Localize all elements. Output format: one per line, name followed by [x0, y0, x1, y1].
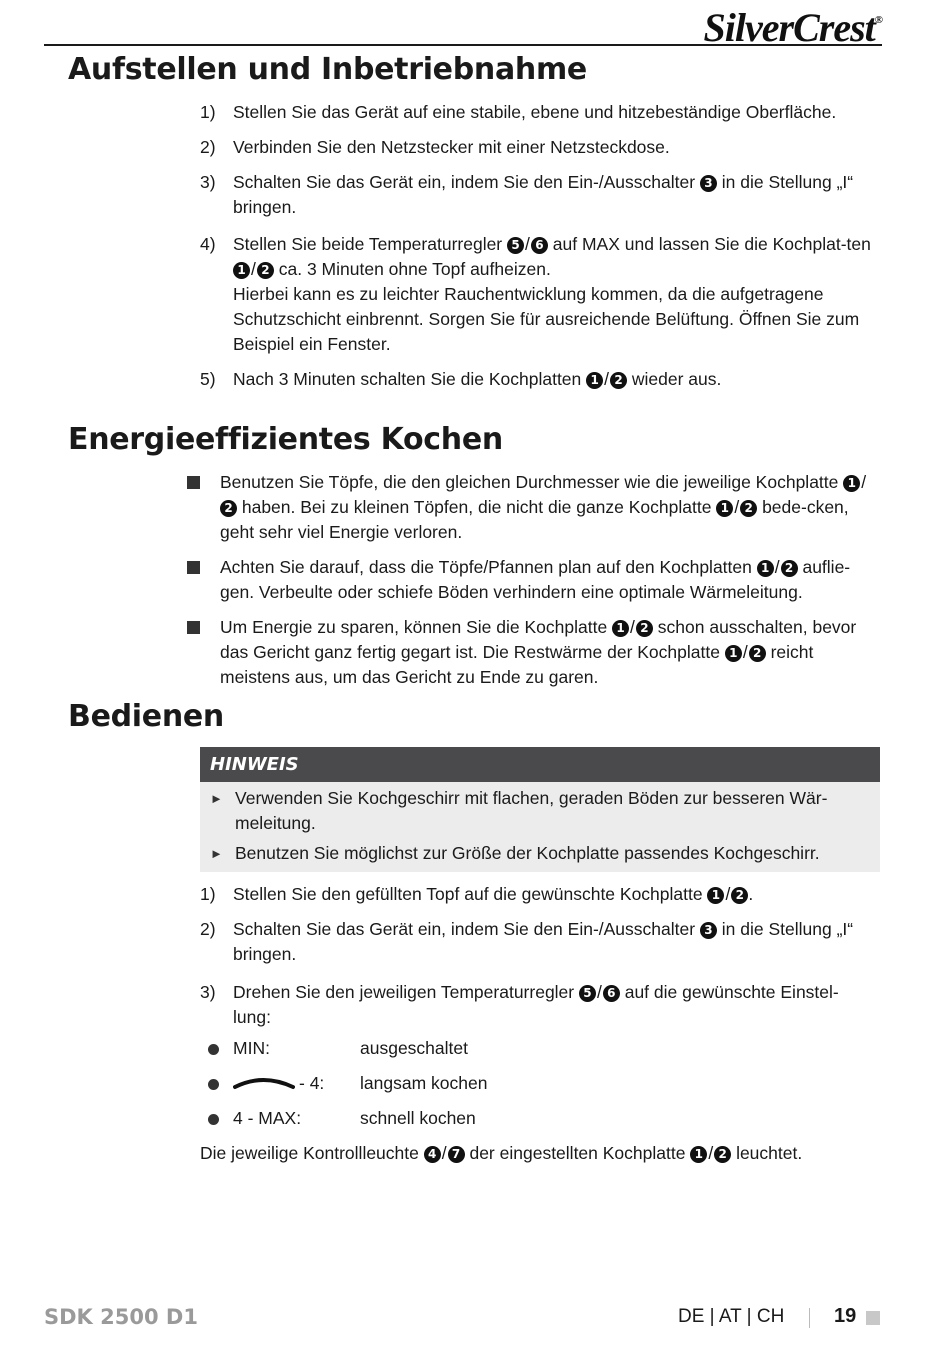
page-number: 19	[834, 1305, 857, 1327]
arrow-right-icon: ►	[210, 791, 223, 806]
callout-6-icon: 6	[603, 985, 620, 1002]
list-item: 1) Stellen Sie den gefüllten Topf auf die gewünschte Kochplatte 1 / 2 .	[200, 884, 754, 904]
low-heat-arc-icon	[233, 1077, 295, 1091]
callout-2-icon: 2	[636, 620, 653, 637]
hinweis-box	[200, 747, 880, 872]
list-item: Achten Sie darauf, dass die Töpfe/Pfannen plan auf den Kochplatten 1 / 2 auflie-gen. Verbeulte oder schiefe Böden verhindern eine optimale Wärmeleitung.	[220, 555, 876, 615]
callout-1-icon: 1	[757, 560, 774, 577]
callout-2-icon: 2	[220, 500, 237, 517]
list-item: 3) Schalten Sie das Gerät ein, indem Sie den Ein-/Ausschalter 3 in die Stellung „I“ bringen.	[200, 172, 854, 217]
section-title-energy: Energieeffizientes Kochen	[68, 422, 503, 457]
callout-6-icon: 6	[531, 237, 548, 254]
arrow-right-icon: ►	[210, 846, 223, 861]
callout-7-icon: 7	[448, 1146, 465, 1163]
section-title-setup: Aufstellen und Inbetriebnahme	[68, 52, 587, 87]
hinweis-body	[200, 782, 880, 872]
callout-3-icon: 3	[700, 922, 717, 939]
bullet-dot-icon	[208, 1079, 219, 1090]
setup-steps	[200, 100, 876, 392]
list-item: 5) Nach 3 Minuten schalten Sie die Kochplatten 1 / 2 wieder aus.	[200, 369, 722, 389]
callout-3-icon: 3	[700, 175, 717, 192]
bullet-dot-icon	[208, 1114, 219, 1125]
section-title-operate: Bedienen	[68, 699, 224, 734]
bullet-square-icon	[187, 561, 200, 574]
setting-item: - 4: langsam kochen	[200, 1071, 876, 1106]
callout-2-icon: 2	[749, 645, 766, 662]
callout-1-icon: 1	[690, 1146, 707, 1163]
brand-logo: SilverCrest®	[703, 5, 882, 50]
list-item: 2) Verbinden Sie den Netzstecker mit einer Netzsteckdose.	[200, 137, 670, 157]
list-item: Um Energie zu sparen, können Sie die Kochplatte 1 / 2 schon ausschalten, bevor das Gericht ganz fertig gegart ist. Die Restwärme der Kochplatte 1 / 2 reicht meistens aus, um das Gericht zu Ende zu garen.	[220, 615, 876, 690]
hinweis-row: ► Benutzen Sie möglichst zur Größe der Kochplatte passendes Kochgeschirr.	[210, 841, 870, 866]
list-item: 1) Stellen Sie das Gerät auf eine stabile, ebene und hitzebeständige Oberfläche.	[200, 102, 837, 122]
footer-divider	[809, 1308, 810, 1328]
callout-2-icon: 2	[257, 262, 274, 279]
callout-2-icon: 2	[731, 887, 748, 904]
page-square-icon	[866, 1311, 880, 1325]
bullet-square-icon	[187, 476, 200, 489]
bullet-dot-icon	[208, 1044, 219, 1055]
footer-model: SDK 2500 D1	[44, 1305, 198, 1329]
bullet-square-icon	[187, 621, 200, 634]
callout-1-icon: 1	[707, 887, 724, 904]
hinweis-header: HINWEIS	[200, 747, 880, 782]
list-item: 3) Drehen Sie den jeweiligen Temperaturregler 5 / 6 auf die gewünschte Einstel-lung:	[200, 982, 839, 1027]
callout-1-icon: 1	[586, 372, 603, 389]
setting-item: MIN: ausgeschaltet	[200, 1036, 876, 1071]
callout-2-icon: 2	[740, 500, 757, 517]
setting-item: 4 - MAX: schnell kochen	[200, 1106, 876, 1141]
footer-languages: DE | AT | CH	[678, 1306, 785, 1327]
operate-steps	[200, 882, 876, 1166]
callout-2-icon: 2	[714, 1146, 731, 1163]
callout-1-icon: 1	[716, 500, 733, 517]
list-item: 4) Stellen Sie beide Temperaturregler 5 / 6 auf MAX und lassen Sie die Kochplat-ten 1 / 2 ca. 3 Minuten ohne Topf aufheizen. Hierbei kann es zu leichter Rauchentwicklung kommen, da die aufgetragene Schutzschicht einbrennt. Sorgen Sie für ausreichende Belüftung. Öffnen Sie zum Beispiel ein Fenster.	[200, 234, 871, 354]
final-note: Die jeweilige Kontrollleuchte 4 / 7 der eingestellten Kochplatte 1 / 2 leuchtet.	[200, 1143, 803, 1163]
callout-4-icon: 4	[424, 1146, 441, 1163]
callout-1-icon: 1	[843, 475, 860, 492]
hinweis-row: ► Verwenden Sie Kochgeschirr mit flachen, geraden Böden zur besseren Wär-meleitung.	[210, 788, 828, 833]
callout-5-icon: 5	[579, 985, 596, 1002]
list-item: Benutzen Sie Töpfe, die den gleichen Durchmesser wie die jeweilige Kochplatte 1 /2 haben. Bei zu kleinen Töpfen, die nicht die ganze Kochplatte 1 / 2 bede-cken, geht sehr viel Energie verloren.	[220, 470, 876, 555]
callout-1-icon: 1	[725, 645, 742, 662]
list-item: 2) Schalten Sie das Gerät ein, indem Sie den Ein-/Ausschalter 3 in die Stellung „I“ bringen.	[200, 919, 854, 964]
callout-1-icon: 1	[612, 620, 629, 637]
callout-2-icon: 2	[610, 372, 627, 389]
callout-5-icon: 5	[507, 237, 524, 254]
callout-1-icon: 1	[233, 262, 250, 279]
callout-2-icon: 2	[781, 560, 798, 577]
header-rule	[44, 44, 882, 46]
energy-bullets	[220, 470, 876, 690]
